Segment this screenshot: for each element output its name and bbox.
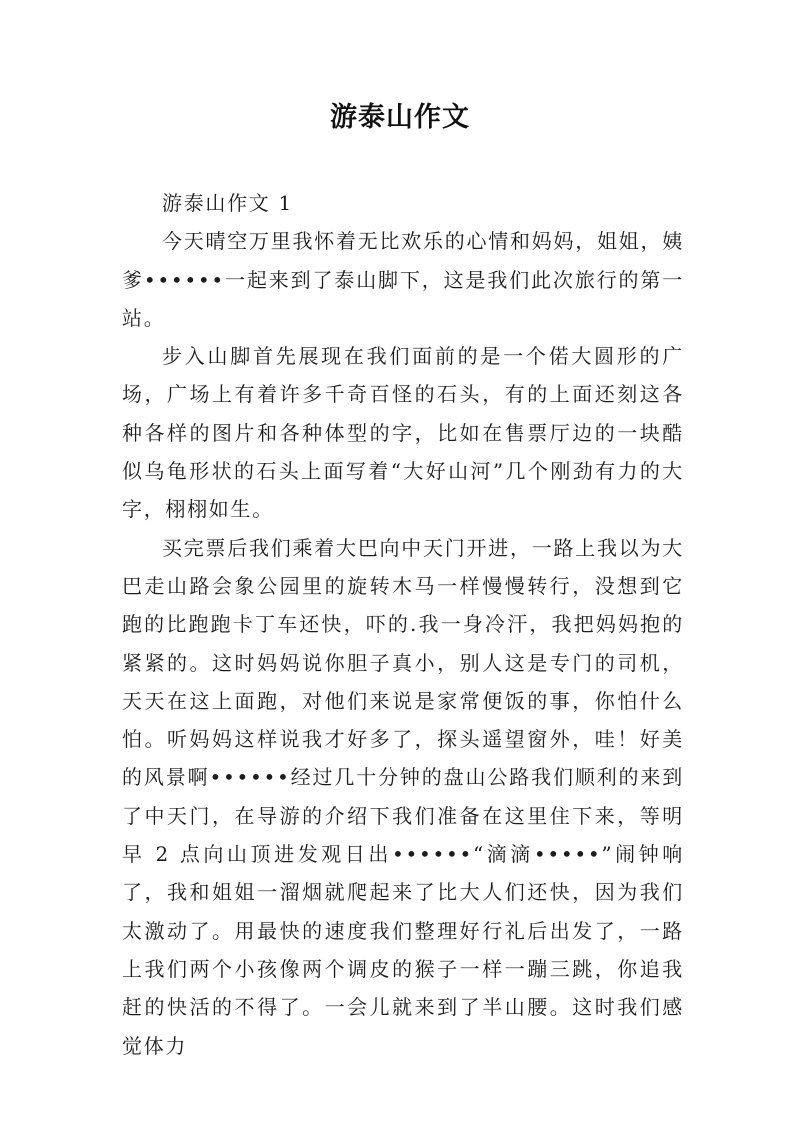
- document-title: 游泰山作文: [330, 102, 470, 133]
- paragraph-2: 步入山脚首先展现在我们面前的是一个偌大圆形的广场，广场上有着许多千奇百怪的石头，有的上面还刻这各种各样的图片和各种体型的字，比如在售票厅边的一块酷似乌龟形状的石头上面写着“大好山河”几个刚劲有力的大字，栩栩如生。: [122, 344, 684, 522]
- essay-subheading: 游泰山作文 1: [162, 191, 293, 215]
- paragraph-1: 今天晴空万里我怀着无比欢乐的心情和妈妈，姐姐，姨爹••••••一起来到了泰山脚下，这是我们此次旅行的第一站。: [122, 229, 684, 330]
- paragraph-3: 买完票后我们乘着大巴向中天门开进，一路上我以为大巴走山路会象公园里的旋转木马一样慢慢转行，没想到它跑的比跑跑卡丁车还快，吓的.我一身冷汗，我把妈妈抱的紧紧的。这时妈妈说你胆子真小，别人这是专门的司机，天天在这上面跑，对他们来说是家常便饭的事，你怕什么怕。听妈妈这样说我才好多了，探头遥望窗外，哇！好美的风景啊••••••经过几十分钟的盘山公路我们顺利的来到了中天门，在导游的介绍下我们准备在这里住下来，等明早 2 点向山顶进发观日出••••••“滴滴•••••”闹钟响了，我和姐姐一溜烟就爬起来了比大人们还快，因为我们太激动了。用最快的速度我们整理好行礼后出发了，一路上我们两个小孩像两个调皮的猴子一样一蹦三跳，你追我赶的快活的不得了。一会儿就来到了半山腰。这时我们感觉体力: [122, 535, 684, 1058]
- document-body: [122, 184, 684, 1065]
